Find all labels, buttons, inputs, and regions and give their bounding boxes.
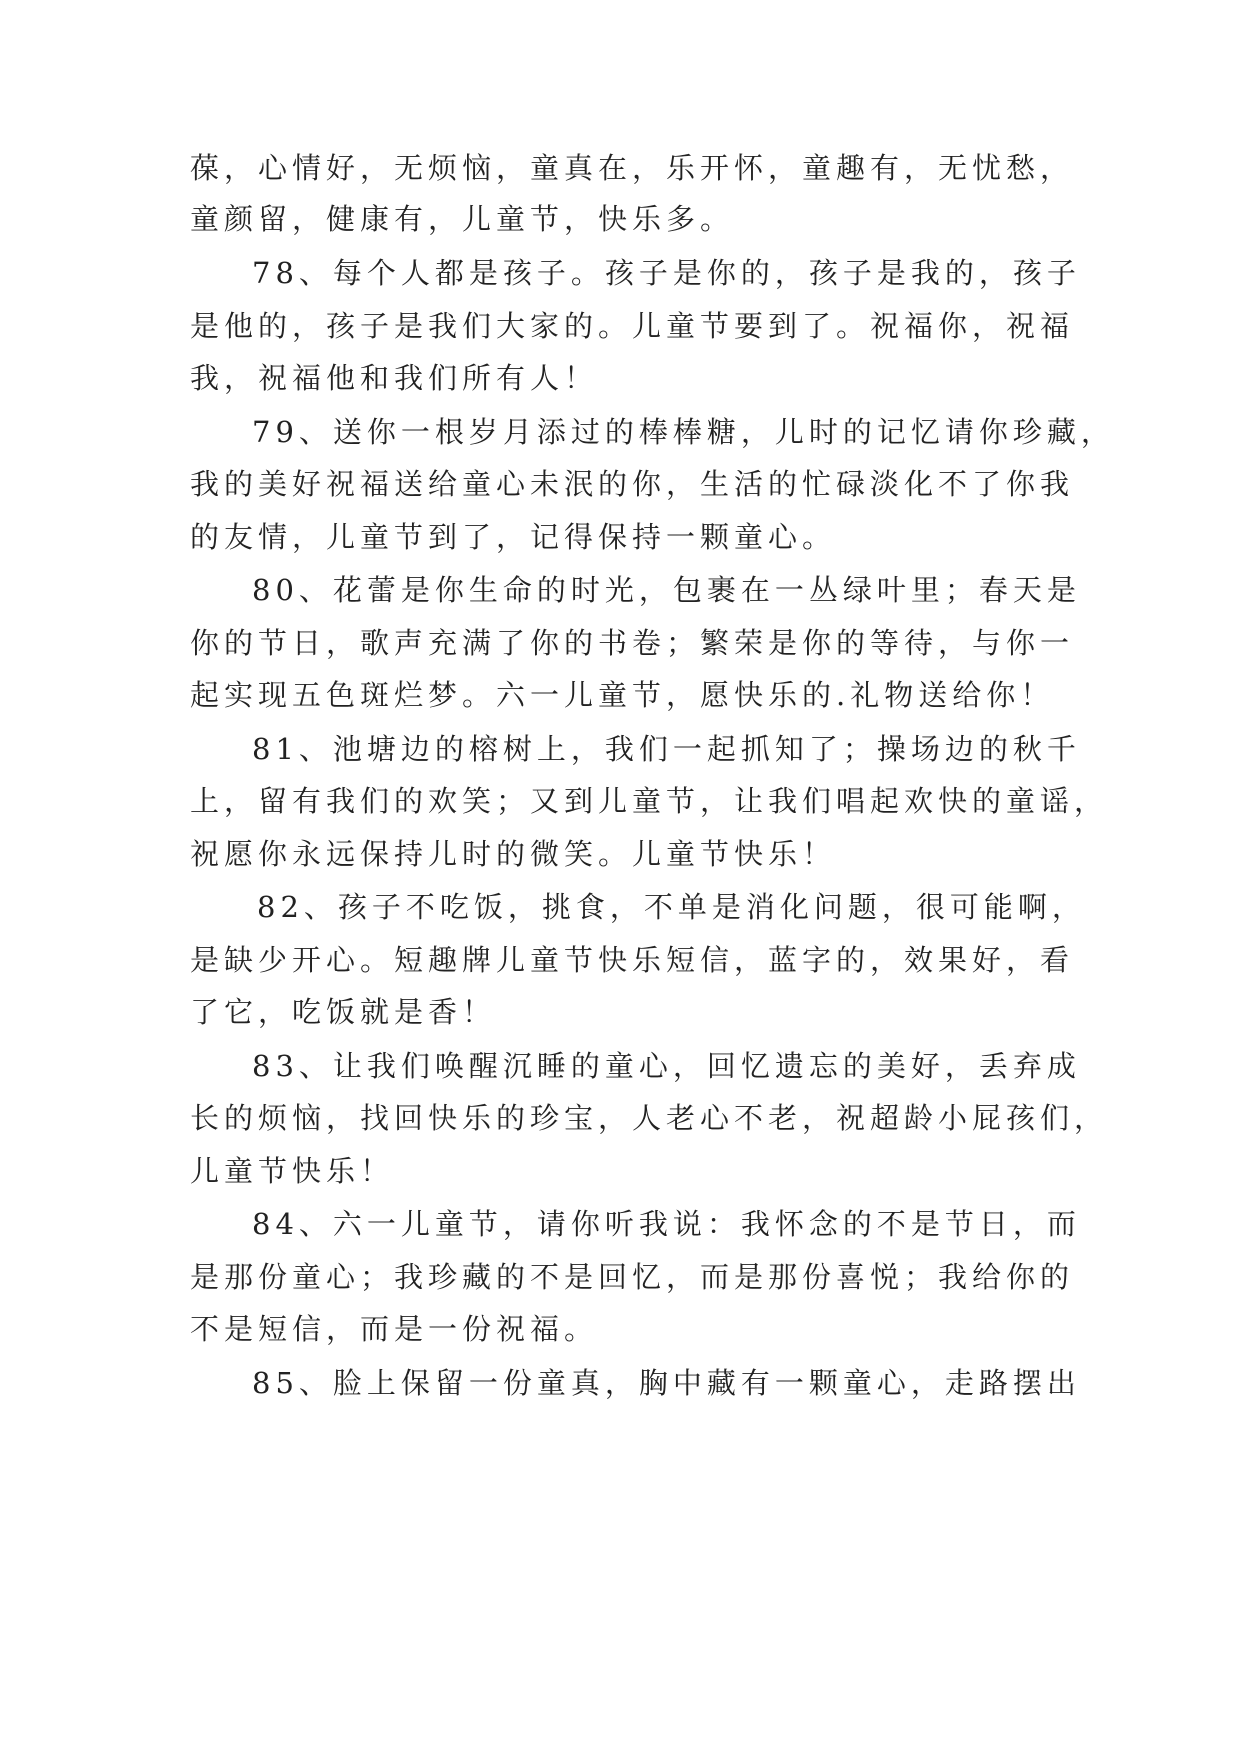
- text-line: 是那份童心；我珍藏的不是回忆，而是那份喜悦；我给你的: [190, 1260, 1075, 1294]
- text-line: 82、孩子不吃饭，挑食，不单是消化问题，很可能啊，: [257, 890, 1086, 924]
- text-line: 童颜留，健康有，儿童节，快乐多。: [190, 202, 735, 236]
- text-line: 81、池塘边的榕树上，我们一起抓知了；操场边的秋千: [252, 732, 1081, 766]
- text-line: 的友情，儿童节到了，记得保持一颗童心。: [190, 520, 837, 554]
- text-line: 起实现五色斑烂梦。六一儿童节，愿快乐的.礼物送给你！: [190, 678, 1055, 712]
- text-line: 不是短信，而是一份祝福。: [190, 1312, 599, 1346]
- text-line: 78、每个人都是孩子。孩子是你的，孩子是我的，孩子: [252, 256, 1081, 290]
- text-line: 是他的，孩子是我们大家的。儿童节要到了。祝福你，祝福: [190, 309, 1075, 343]
- text-line: 上，留有我们的欢笑；又到儿童节，让我们唱起欢快的童谣，: [190, 784, 1109, 818]
- text-line: 79、送你一根岁月添过的棒棒糖，儿时的记忆请你珍藏，: [252, 415, 1115, 449]
- text-line: 是缺少开心。短趣牌儿童节快乐短信，蓝字的，效果好，看: [190, 943, 1075, 977]
- text-line: 84、六一儿童节，请你听我说：我怀念的不是节日，而: [252, 1207, 1081, 1241]
- text-line: 葆，心情好，无烦恼，童真在，乐开怀，童趣有，无忧愁，: [190, 151, 1075, 185]
- text-line: 了它，吃饭就是香！: [190, 995, 497, 1029]
- text-line: 83、让我们唤醒沉睡的童心，回忆遗忘的美好，丢弃成: [252, 1049, 1081, 1083]
- text-line: 我，祝福他和我们所有人！: [190, 361, 599, 395]
- text-line: 祝愿你永远保持儿时的微笑。儿童节快乐！: [190, 837, 837, 871]
- text-line: 你的节日，歌声充满了你的书卷；繁荣是你的等待，与你一: [190, 626, 1075, 660]
- text-line: 长的烦恼，找回快乐的珍宝，人老心不老，祝超龄小屁孩们，: [190, 1101, 1109, 1135]
- text-line: 我的美好祝福送给童心未泯的你，生活的忙碌淡化不了你我: [190, 467, 1075, 501]
- text-line: 80、花蕾是你生命的时光，包裹在一丛绿叶里；春天是: [252, 573, 1081, 607]
- text-line: 85、脸上保留一份童真，胸中藏有一颗童心，走路摆出: [252, 1366, 1081, 1400]
- text-line: 儿童节快乐！: [190, 1154, 395, 1188]
